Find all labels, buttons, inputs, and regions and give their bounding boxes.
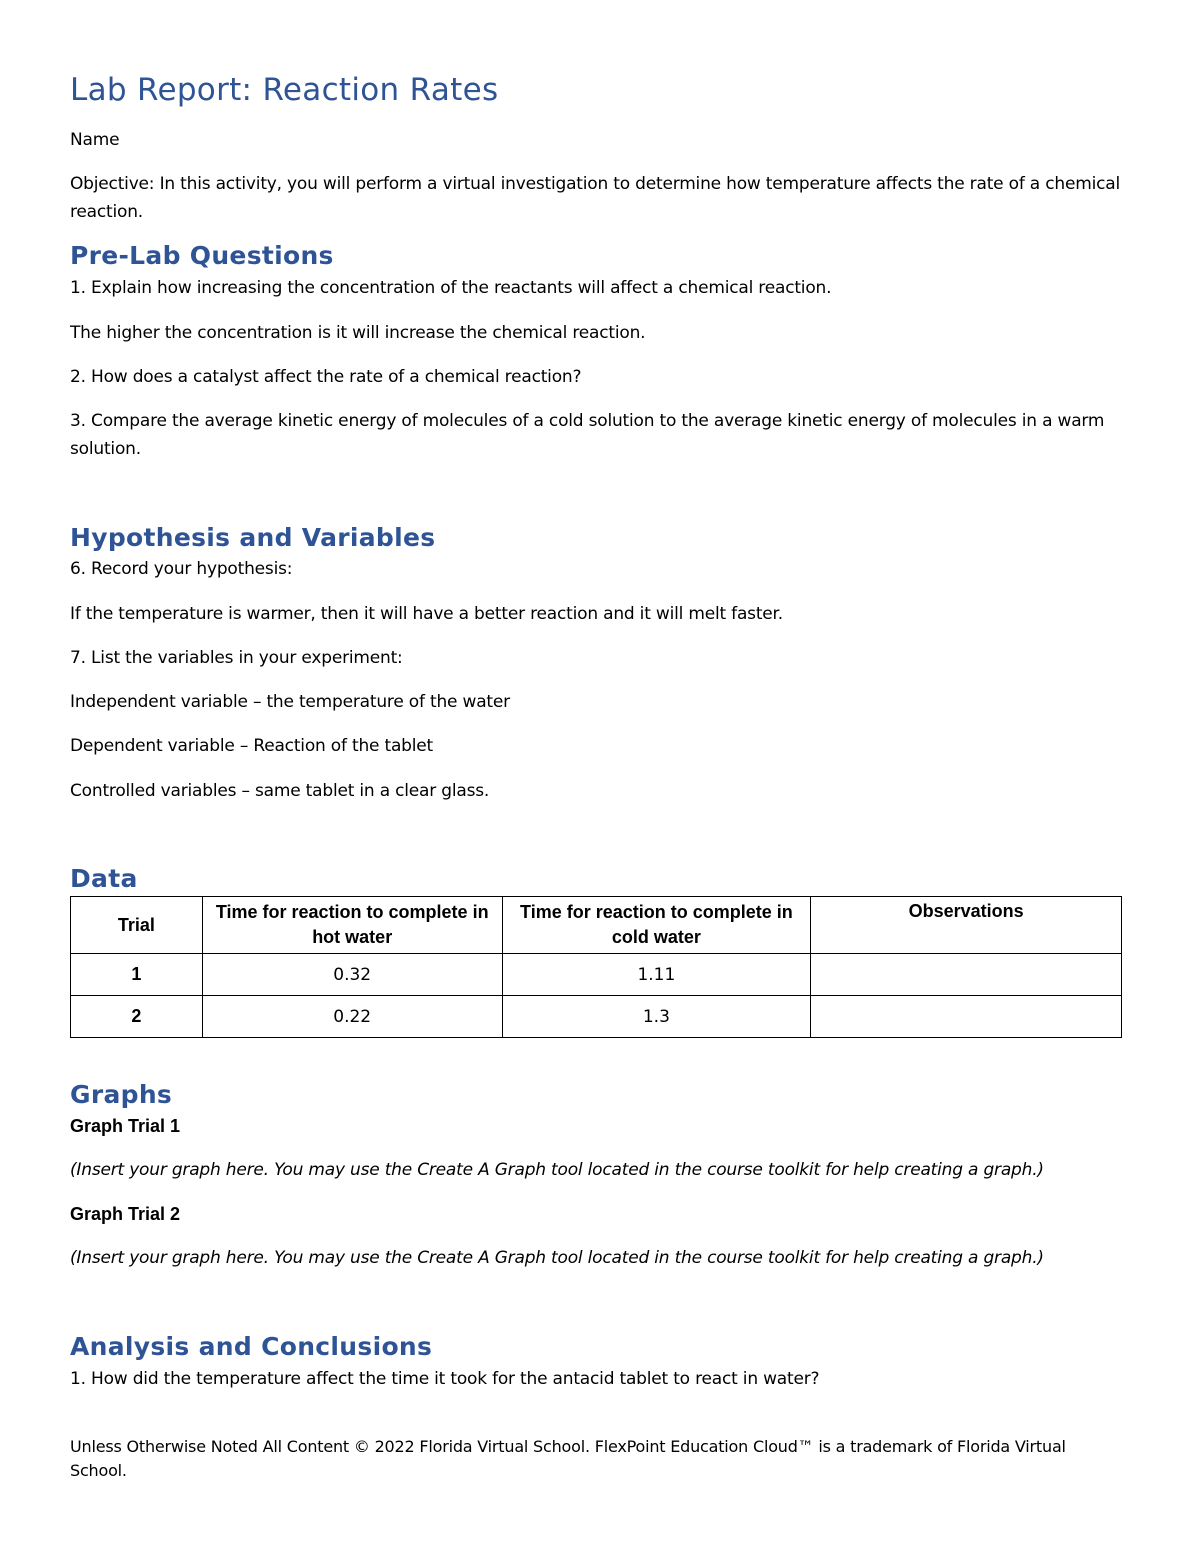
header-cold-water: Time for reaction to complete in cold water — [502, 897, 811, 954]
table-header-row — [71, 897, 1122, 954]
name-label: Name — [70, 130, 120, 150]
analysis-heading: Analysis and Conclusions — [70, 1332, 433, 1361]
graph-trial-2-instruction[interactable]: (Insert your graph here. You may use the Create A Graph tool located in the course toolkit for help creating a graph.) — [70, 1248, 1044, 1268]
data-heading: Data — [70, 864, 138, 893]
observations-cell[interactable] — [811, 996, 1122, 1038]
observations-cell[interactable] — [811, 954, 1122, 996]
hypothesis-heading: Hypothesis and Variables — [70, 523, 436, 552]
data-table — [70, 896, 1122, 1038]
controlled-variables: Controlled variables – same tablet in a clear glass. — [70, 781, 490, 801]
independent-variable: Independent variable – the temperature of the water — [70, 692, 510, 712]
variables-question-7: 7. List the variables in your experiment: — [70, 648, 403, 668]
cold-water-time-cell: 1.3 — [502, 996, 811, 1038]
graphs-heading: Graphs — [70, 1080, 173, 1109]
trial-cell: 2 — [71, 996, 203, 1038]
graph-trial-1-instruction[interactable]: (Insert your graph here. You may use the Create A Graph tool located in the course toolkit for help creating a graph.) — [70, 1160, 1044, 1180]
trial-cell: 1 — [71, 954, 203, 996]
graph-trial-1-label: Graph Trial 1 — [70, 1116, 181, 1136]
prelab-question-1: 1. Explain how increasing the concentration of the reactants will affect a chemical reaction. — [70, 278, 832, 298]
hot-water-time-cell: 0.32 — [202, 954, 502, 996]
table-row — [71, 996, 1122, 1038]
analysis-question-1: 1. How did the temperature affect the time it took for the antacid tablet to react in water? — [70, 1369, 820, 1389]
hypothesis-answer-6: If the temperature is warmer, then it will have a better reaction and it will melt faster. — [70, 604, 783, 624]
objective-paragraph — [70, 170, 1130, 226]
copyright-footer: Unless Otherwise Noted All Content © 2022 Florida Virtual School. FlexPoint Education Cloud™ is a trademark of Florida Virtual School. — [70, 1437, 1066, 1480]
header-observations: Observations — [811, 897, 1122, 954]
objective-text: In this activity, you will perform a virtual investigation to determine how temperature affects the rate of a chemical reaction. — [70, 174, 1120, 222]
cold-water-time-cell: 1.11 — [502, 954, 811, 996]
document-title: Lab Report: Reaction Rates — [70, 72, 499, 108]
hypothesis-question-6: 6. Record your hypothesis: — [70, 559, 293, 579]
prelab-heading: Pre-Lab Questions — [70, 241, 334, 270]
graph-trial-2-label: Graph Trial 2 — [70, 1204, 181, 1224]
prelab-question-3: 3. Compare the average kinetic energy of molecules of a cold solution to the average kinetic energy of molecules in a warm solution. — [70, 411, 1105, 459]
hot-water-time-cell: 0.22 — [202, 996, 502, 1038]
prelab-question-2: 2. How does a catalyst affect the rate of a chemical reaction? — [70, 367, 582, 387]
header-hot-water: Time for reaction to complete in hot water — [202, 897, 502, 954]
objective-label: Objective: — [70, 174, 155, 194]
table-row — [71, 954, 1122, 996]
dependent-variable: Dependent variable – Reaction of the tablet — [70, 736, 434, 756]
prelab-answer-1: The higher the concentration is it will increase the chemical reaction. — [70, 323, 646, 343]
header-trial: Trial — [71, 897, 203, 954]
